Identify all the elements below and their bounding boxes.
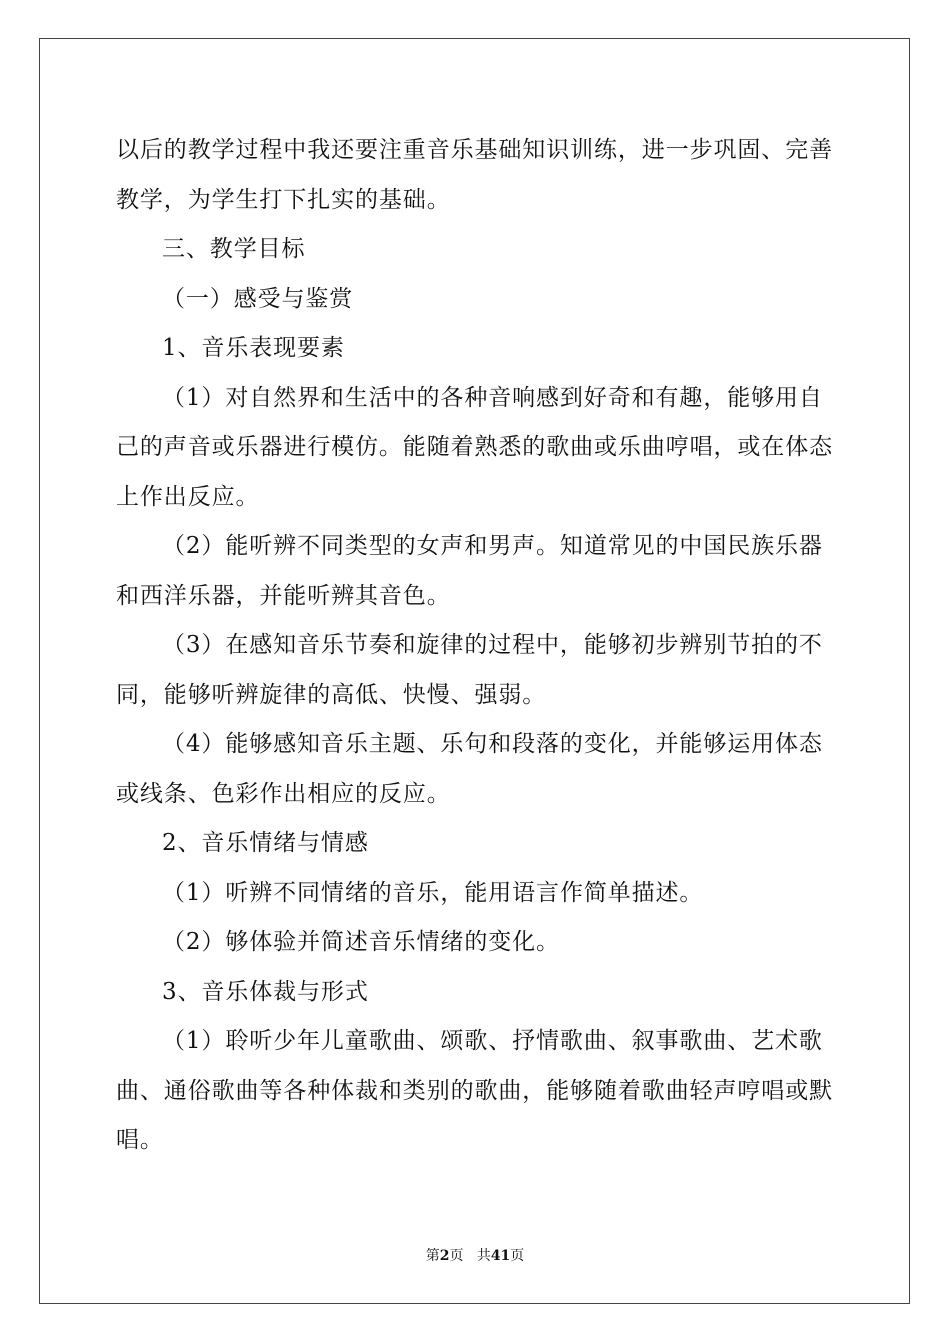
text-line: （1）聆听少年儿童歌曲、颂歌、抒情歌曲、叙事歌曲、艺术歌 (162, 1028, 823, 1054)
text-line: （3）在感知音乐节奏和旋律的过程中，能够初步辨别节拍的不 (162, 632, 823, 658)
item-heading (116, 819, 836, 869)
text-line: 2、音乐情绪与情感 (162, 830, 369, 856)
text-line: （2）能听辨不同类型的女声和男声。知道常见的中国民族乐器 (162, 533, 823, 559)
paragraph (116, 522, 836, 621)
total-pages: 41 (490, 1248, 511, 1264)
subsection-heading (116, 275, 836, 325)
text-line: 唱。 (116, 1127, 164, 1153)
item-heading (116, 324, 836, 374)
total-suffix: 页 (510, 1248, 525, 1264)
total-prefix: 共 (476, 1248, 491, 1264)
item-heading (116, 968, 836, 1018)
paragraph (116, 126, 836, 225)
text-line: 以后的教学过程中我还要注重音乐基础知识训练，进一步巩固、完善 (116, 137, 833, 163)
text-line: 曲、通俗歌曲等各种体裁和类别的歌曲，能够随着歌曲轻声哼唱或默 (116, 1077, 833, 1104)
text-line: 或线条、色彩作出相应的反应。 (116, 780, 451, 807)
text-line: 1、音乐表现要素 (162, 335, 345, 361)
page-footer (0, 1245, 950, 1265)
paragraph (116, 1017, 836, 1166)
paragraph (116, 918, 836, 968)
text-line: 3、音乐体裁与形式 (162, 978, 369, 1005)
text-line: （4）能够感知音乐主题、乐句和段落的变化，并能够运用体态 (162, 731, 823, 757)
paragraph (116, 621, 836, 720)
text-line: 同，能够听辨旋律的高低、快慢、强弱。 (116, 681, 547, 708)
text-line: 教学，为学生打下扎实的基础。 (116, 186, 451, 213)
text-line: （1）对自然界和生活中的各种音响感到好奇和有趣，能够用自 (162, 384, 823, 411)
document-body (116, 126, 836, 1166)
text-line: （一）感受与鉴赏 (162, 285, 354, 312)
text-line: 己的声音或乐器进行模仿。能随着熟悉的歌曲或乐曲哼唱，或在体态 (116, 434, 833, 460)
text-line: （2）够体验并简述音乐情绪的变化。 (162, 929, 560, 955)
paragraph (116, 374, 836, 523)
page-prefix: 第 (425, 1248, 440, 1264)
page-suffix: 页 (449, 1248, 464, 1264)
paragraph (116, 720, 836, 819)
paragraph (116, 869, 836, 919)
text-line: 上作出反应。 (116, 483, 260, 510)
text-line: 和西洋乐器，并能听辨其音色。 (116, 582, 451, 609)
text-line: （1）听辨不同情绪的音乐，能用语言作简单描述。 (162, 879, 704, 906)
text-line: 三、教学目标 (162, 236, 306, 262)
page-number: 2 (439, 1248, 450, 1264)
section-heading (116, 225, 836, 275)
